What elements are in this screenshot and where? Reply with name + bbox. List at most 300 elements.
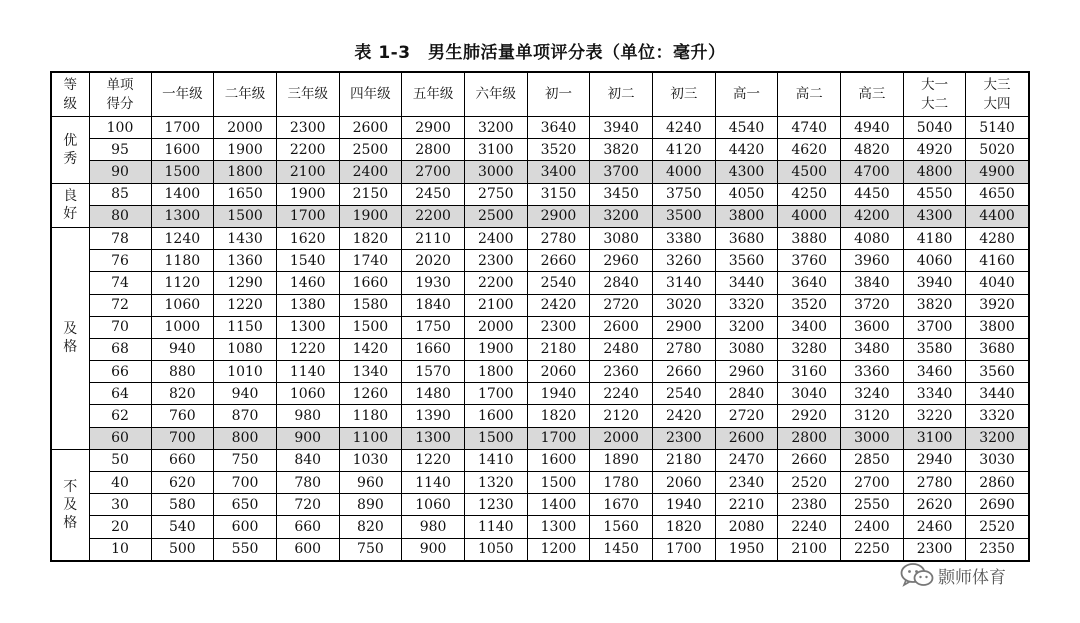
value-cell: 840 [276,449,339,471]
value-cell: 3240 [841,383,904,405]
value-cell: 2300 [527,316,590,338]
value-cell: 750 [339,538,402,561]
header-text: 五年级 [412,86,454,102]
header-cell [527,72,590,117]
table-row [51,250,1029,272]
table-header [51,72,1029,117]
value-cell: 940 [214,383,277,405]
value-cell: 2020 [402,250,465,272]
value-cell: 2600 [590,316,653,338]
score-cell: 78 [89,227,151,249]
header-text: 大四 [983,95,1011,112]
value-cell: 1450 [590,538,653,561]
value-cell: 1660 [339,272,402,294]
header-cell [151,72,214,117]
header-cell [590,72,653,117]
value-cell: 1300 [151,205,214,227]
score-cell: 70 [89,316,151,338]
value-cell: 3580 [903,338,966,360]
value-cell: 2660 [778,449,841,471]
value-cell: 4120 [653,139,716,161]
header-text: 初三 [670,86,698,102]
value-cell: 2480 [590,338,653,360]
table-row [51,205,1029,227]
header-text: 得分 [106,95,134,112]
header-text: 高一 [733,86,761,102]
header-text: 高二 [795,86,823,102]
header-cell [214,72,277,117]
table-row [51,338,1029,360]
score-cell: 72 [89,294,151,316]
value-cell: 1460 [276,272,339,294]
value-cell: 700 [151,427,214,449]
value-cell: 4500 [778,161,841,183]
value-cell: 2920 [778,405,841,427]
value-cell: 3560 [966,361,1029,383]
value-cell: 660 [276,516,339,538]
value-cell: 540 [151,516,214,538]
table-row [51,405,1029,427]
value-cell: 820 [339,516,402,538]
value-cell: 2380 [778,494,841,516]
value-cell: 3700 [903,316,966,338]
value-cell: 2200 [402,205,465,227]
value-cell: 4080 [841,227,904,249]
value-cell: 2600 [339,117,402,139]
value-cell: 1600 [527,449,590,471]
value-cell: 760 [151,405,214,427]
value-cell: 1080 [214,338,277,360]
value-cell: 3940 [903,272,966,294]
value-cell: 3260 [653,250,716,272]
score-cell: 66 [89,361,151,383]
value-cell: 3140 [653,272,716,294]
value-cell: 3380 [653,227,716,249]
value-cell: 1500 [339,316,402,338]
value-cell: 2600 [715,427,778,449]
value-cell: 2750 [464,183,527,205]
table-row [51,227,1029,249]
table-title: 表 1-3 男生肺活量单项评分表（单位：毫升） [354,43,726,63]
value-cell: 4000 [653,161,716,183]
value-cell: 1030 [339,449,402,471]
value-cell: 3760 [778,250,841,272]
value-cell: 1700 [653,538,716,561]
score-cell: 74 [89,272,151,294]
value-cell: 600 [214,516,277,538]
value-cell: 3640 [778,272,841,294]
table-body [51,117,1029,561]
value-cell: 4250 [778,183,841,205]
value-cell: 1120 [151,272,214,294]
value-cell: 1240 [151,227,214,249]
value-cell: 720 [276,494,339,516]
value-cell: 1400 [151,183,214,205]
score-cell: 60 [89,427,151,449]
value-cell: 3680 [715,227,778,249]
value-cell: 1320 [464,472,527,494]
header-text: 六年级 [475,86,517,102]
value-cell: 2210 [715,494,778,516]
value-cell: 3150 [527,183,590,205]
value-cell: 2540 [527,272,590,294]
value-cell: 1340 [339,361,402,383]
value-cell: 1380 [276,294,339,316]
value-cell: 3220 [903,405,966,427]
value-cell: 2940 [903,449,966,471]
value-cell: 3880 [778,227,841,249]
value-cell: 4620 [778,139,841,161]
value-cell: 1750 [402,316,465,338]
value-cell: 820 [151,383,214,405]
value-cell: 3320 [715,294,778,316]
value-cell: 1900 [276,183,339,205]
table-row [51,139,1029,161]
value-cell: 1220 [214,294,277,316]
value-cell: 1410 [464,449,527,471]
value-cell: 3520 [778,294,841,316]
value-cell: 2400 [841,516,904,538]
table-row [51,294,1029,316]
grade-label: 良 [63,188,78,205]
value-cell: 5020 [966,139,1029,161]
grade-label: 格 [63,514,78,531]
value-cell: 1060 [276,383,339,405]
value-cell: 3040 [778,383,841,405]
value-cell: 5040 [903,117,966,139]
value-cell: 1140 [276,361,339,383]
score-cell: 64 [89,383,151,405]
value-cell: 2460 [903,516,966,538]
table-row [51,538,1029,561]
value-cell: 3720 [841,294,904,316]
value-cell: 3440 [715,272,778,294]
value-cell: 1180 [339,405,402,427]
value-cell: 2800 [778,427,841,449]
value-cell: 2900 [527,205,590,227]
value-cell: 880 [151,361,214,383]
value-cell: 2400 [464,227,527,249]
value-cell: 1650 [214,183,277,205]
value-cell: 2500 [464,205,527,227]
value-cell: 4450 [841,183,904,205]
header-text: 四年级 [350,86,391,102]
value-cell: 3800 [966,316,1029,338]
value-cell: 1670 [590,494,653,516]
value-cell: 3080 [715,338,778,360]
value-cell: 1230 [464,494,527,516]
value-cell: 2080 [715,516,778,538]
value-cell: 3080 [590,227,653,249]
grade-cell [51,117,89,184]
value-cell: 4160 [966,250,1029,272]
value-cell: 1700 [527,427,590,449]
value-cell: 2000 [464,316,527,338]
value-cell: 1140 [402,472,465,494]
value-cell: 1260 [339,383,402,405]
value-cell: 4650 [966,183,1029,205]
table-row [51,383,1029,405]
value-cell: 2470 [715,449,778,471]
grade-label: 及 [63,496,78,513]
value-cell: 1180 [151,250,214,272]
value-cell: 2350 [966,538,1029,561]
table-row [51,316,1029,338]
value-cell: 1560 [590,516,653,538]
value-cell: 2200 [276,139,339,161]
value-cell: 4180 [903,227,966,249]
value-cell: 940 [151,338,214,360]
value-cell: 1740 [339,250,402,272]
value-cell: 2780 [527,227,590,249]
header-text: 单项 [106,76,134,93]
header-text: 等 [63,76,77,93]
value-cell: 1480 [402,383,465,405]
header-text: 大二 [921,95,949,112]
header-cell [339,72,402,117]
value-cell: 2960 [590,250,653,272]
value-cell: 1500 [527,472,590,494]
value-cell: 3120 [841,405,904,427]
value-cell: 3520 [527,139,590,161]
header-cell [903,72,966,117]
value-cell: 3100 [464,139,527,161]
score-cell: 40 [89,472,151,494]
value-cell: 3820 [903,294,966,316]
value-cell: 2800 [402,139,465,161]
value-cell: 1940 [653,494,716,516]
value-cell: 2780 [653,338,716,360]
table-row [51,516,1029,538]
value-cell: 4240 [653,117,716,139]
value-cell: 3480 [841,338,904,360]
score-cell: 100 [89,117,151,139]
value-cell: 1430 [214,227,277,249]
grade-cell [51,227,89,449]
value-cell: 1890 [590,449,653,471]
value-cell: 500 [151,538,214,561]
value-cell: 3500 [653,205,716,227]
value-cell: 1050 [464,538,527,561]
value-cell: 4280 [966,227,1029,249]
value-cell: 2180 [653,449,716,471]
value-cell: 1540 [276,250,339,272]
value-cell: 2700 [402,161,465,183]
value-cell: 3360 [841,361,904,383]
value-cell: 2340 [715,472,778,494]
value-cell: 2300 [464,250,527,272]
value-cell: 3020 [653,294,716,316]
header-text: 二年级 [224,86,266,102]
value-cell: 3340 [903,383,966,405]
value-cell: 4700 [841,161,904,183]
value-cell: 1500 [464,427,527,449]
grade-label: 格 [63,339,78,356]
header-cell [778,72,841,117]
value-cell: 2550 [841,494,904,516]
value-cell: 2250 [841,538,904,561]
value-cell: 4940 [841,117,904,139]
value-cell: 3700 [590,161,653,183]
header-text: 高三 [858,86,886,102]
value-cell: 890 [339,494,402,516]
value-cell: 1290 [214,272,277,294]
value-cell: 1700 [151,117,214,139]
value-cell: 870 [214,405,277,427]
table-row [51,427,1029,449]
value-cell: 750 [214,449,277,471]
value-cell: 1800 [214,161,277,183]
value-cell: 2400 [339,161,402,183]
score-cell: 85 [89,183,151,205]
value-cell: 3680 [966,338,1029,360]
value-cell: 3000 [841,427,904,449]
value-cell: 1620 [276,227,339,249]
value-cell: 1010 [214,361,277,383]
value-cell: 2540 [653,383,716,405]
value-cell: 4200 [841,205,904,227]
value-cell: 1700 [464,383,527,405]
value-cell: 2620 [903,494,966,516]
value-cell: 2120 [590,405,653,427]
value-cell: 3200 [966,427,1029,449]
header-cell [715,72,778,117]
header-cell [464,72,527,117]
score-cell: 90 [89,161,151,183]
value-cell: 2520 [966,516,1029,538]
score-cell: 76 [89,250,151,272]
value-cell: 2100 [778,538,841,561]
score-cell: 68 [89,338,151,360]
grade-label: 秀 [63,150,78,167]
watermark-text: 颢师体育 [938,567,1006,588]
value-cell: 2840 [590,272,653,294]
value-cell: 3440 [966,383,1029,405]
header-cell [51,72,89,117]
value-cell: 1580 [339,294,402,316]
score-cell: 95 [89,139,151,161]
header-cell [966,72,1029,117]
value-cell: 1300 [402,427,465,449]
value-cell: 1570 [402,361,465,383]
value-cell: 1300 [276,316,339,338]
score-cell: 30 [89,494,151,516]
value-cell: 1100 [339,427,402,449]
value-cell: 4550 [903,183,966,205]
table-row [51,494,1029,516]
grade-label: 优 [63,132,78,149]
value-cell: 2000 [590,427,653,449]
value-cell: 620 [151,472,214,494]
value-cell: 5140 [966,117,1029,139]
value-cell: 3560 [715,250,778,272]
watermark [900,562,1006,588]
value-cell: 700 [214,472,277,494]
value-cell: 2420 [527,294,590,316]
value-cell: 1500 [214,205,277,227]
value-cell: 4900 [966,161,1029,183]
value-cell: 3940 [590,117,653,139]
table-row [51,472,1029,494]
table-row [51,272,1029,294]
value-cell: 4050 [715,183,778,205]
grade-cell [51,183,89,227]
table-row [51,183,1029,205]
value-cell: 3640 [527,117,590,139]
header-text: 三年级 [287,86,328,102]
value-cell: 2660 [527,250,590,272]
value-cell: 2180 [527,338,590,360]
value-cell: 3400 [527,161,590,183]
header-text: 大三 [983,76,1011,93]
value-cell: 3200 [464,117,527,139]
score-cell: 10 [89,538,151,561]
value-cell: 2200 [464,272,527,294]
header-cell [841,72,904,117]
header-cell [89,72,151,117]
value-cell: 4800 [903,161,966,183]
value-cell: 4740 [778,117,841,139]
value-cell: 2100 [464,294,527,316]
header-row [51,72,1029,117]
grade-label: 不 [63,478,78,495]
value-cell: 2500 [339,139,402,161]
value-cell: 2860 [966,472,1029,494]
table-row [51,449,1029,471]
value-cell: 1900 [464,338,527,360]
value-cell: 1600 [464,405,527,427]
value-cell: 1500 [151,161,214,183]
header-cell [276,72,339,117]
value-cell: 2300 [653,427,716,449]
value-cell: 3600 [841,316,904,338]
value-cell: 2900 [402,117,465,139]
value-cell: 780 [276,472,339,494]
value-cell: 2060 [653,472,716,494]
value-cell: 4040 [966,272,1029,294]
header-text: 初二 [607,86,635,102]
value-cell: 2150 [339,183,402,205]
value-cell: 4420 [715,139,778,161]
value-cell: 3200 [715,316,778,338]
value-cell: 1400 [527,494,590,516]
value-cell: 960 [339,472,402,494]
value-cell: 1820 [527,405,590,427]
value-cell: 3160 [778,361,841,383]
score-cell: 62 [89,405,151,427]
value-cell: 2520 [778,472,841,494]
score-cell: 20 [89,516,151,538]
value-cell: 2300 [276,117,339,139]
grade-label: 及 [63,321,78,338]
value-cell: 3450 [590,183,653,205]
value-cell: 2360 [590,361,653,383]
wechat-icon [900,562,934,588]
value-cell: 3800 [715,205,778,227]
value-cell: 3840 [841,272,904,294]
value-cell: 1220 [276,338,339,360]
value-cell: 600 [276,538,339,561]
value-cell: 2960 [715,361,778,383]
value-cell: 3030 [966,449,1029,471]
value-cell: 2690 [966,494,1029,516]
value-cell: 1420 [339,338,402,360]
value-cell: 2660 [653,361,716,383]
value-cell: 1700 [276,205,339,227]
value-cell: 1000 [151,316,214,338]
header-cell [653,72,716,117]
value-cell: 4000 [778,205,841,227]
